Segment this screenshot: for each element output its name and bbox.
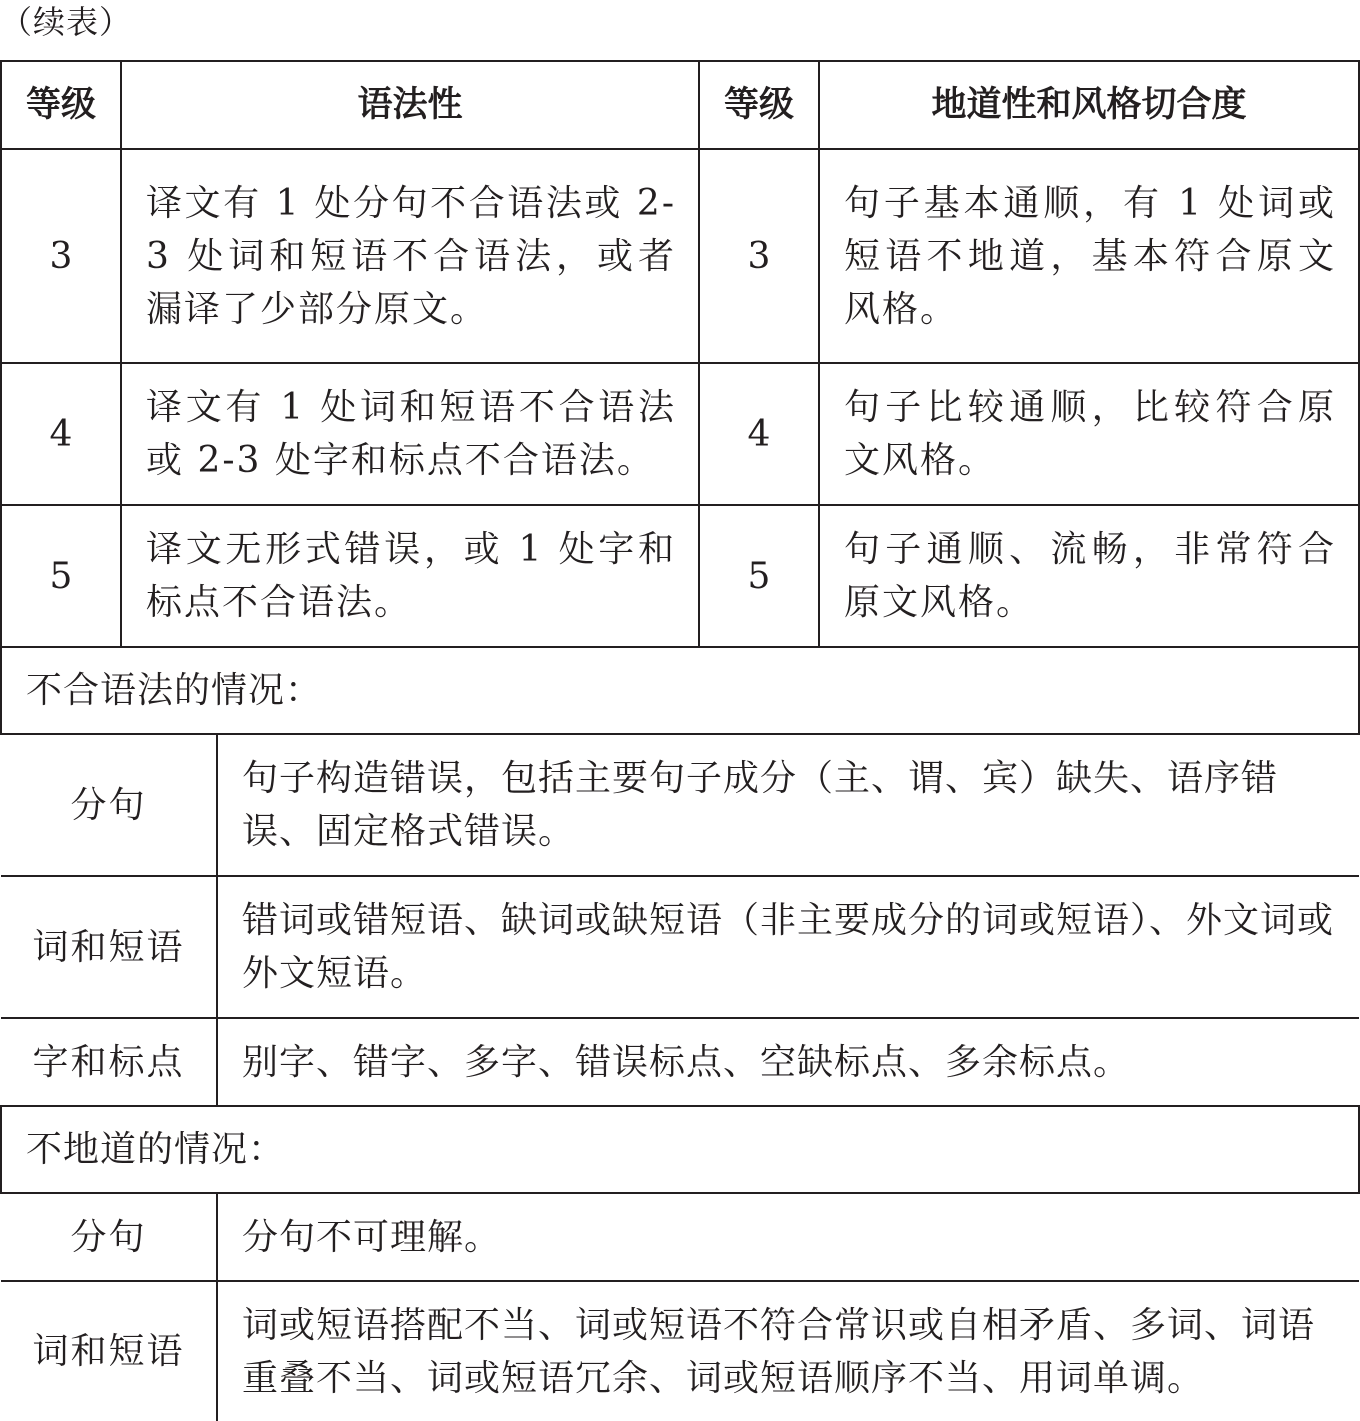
issue-definition: 分句不可理解。 [217,1194,1359,1281]
grade-level: 3 [699,149,819,363]
ungrammatical-details [1,734,1359,1106]
table-continued-caption: （续表） [0,3,133,41]
ungrammatical-subtable [1,735,1359,1105]
grade-row-3 [1,149,1359,363]
error-definition: 错词或错短语、缺词或缺短语（非主要成分的词或短语）、外文词或外文短语。 [217,876,1359,1018]
header-row [1,61,1359,149]
ungrammatical-details-row [1,734,1359,1106]
issue-category: 分句 [1,1194,217,1281]
unidiomatic-details-row [1,1193,1359,1421]
idiomaticity-description: 句子基本通顺，有 1 处词或短语不地道，基本符合原文风格。 [819,149,1359,363]
issue-definition: 词或短语搭配不当、词或短语不符合常识或自相矛盾、多词、词语重叠不当、词或短语冗余、词或短语顺序不当、用词单调。 [242,1304,1316,1399]
ungrammatical-section-title: 不合语法的情况： [1,647,1359,734]
grammar-description: 译文有 1 处词和短语不合语法或 2-3 处字和标点不合语法。 [121,363,699,505]
grammar-description: 译文无形式错误，或 1 处字和标点不合语法。 [121,505,699,647]
grade-row-5 [1,505,1359,647]
unidiomatic-section-row [1,1106,1359,1193]
table-row [1,1281,1359,1421]
grade-level: 5 [1,505,121,647]
idiomaticity-description: 句子通顺、流畅，非常符合原文风格。 [819,505,1359,647]
unidiomatic-section-title: 不地道的情况： [1,1106,1359,1193]
table-row [1,1018,1359,1105]
grade-level: 3 [1,149,121,363]
error-definition: 别字、错字、多字、错误标点、空缺标点、多余标点。 [242,1041,1131,1083]
table-row [1,876,1359,1018]
error-category: 分句 [1,735,217,876]
table-row [1,1194,1359,1281]
grading-table [0,60,1360,1421]
header-grammar: 语法性 [121,61,699,149]
error-definition: 句子构造错误，包括主要句子成分（主、谓、宾）缺失、语序错误、固定格式错误。 [217,735,1359,876]
header-level-b: 等级 [699,61,819,149]
grade-row-4 [1,363,1359,505]
table-row [1,735,1359,876]
grade-level: 4 [1,363,121,505]
grade-level: 4 [699,363,819,505]
unidiomatic-details [1,1193,1359,1421]
header-idiomaticity: 地道性和风格切合度 [819,61,1359,149]
grammar-description: 译文有 1 处分句不合语法或 2-3 处词和短语不合语法，或者漏译了少部分原文。 [121,149,699,363]
grade-level: 5 [699,505,819,647]
error-category: 词和短语 [1,876,217,1018]
issue-category: 词和短语 [1,1281,217,1421]
header-level-a: 等级 [1,61,121,149]
ungrammatical-section-row [1,647,1359,734]
unidiomatic-subtable [1,1194,1359,1421]
idiomaticity-description: 句子比较通顺，比较符合原文风格。 [819,363,1359,505]
error-category: 字和标点 [1,1018,217,1105]
